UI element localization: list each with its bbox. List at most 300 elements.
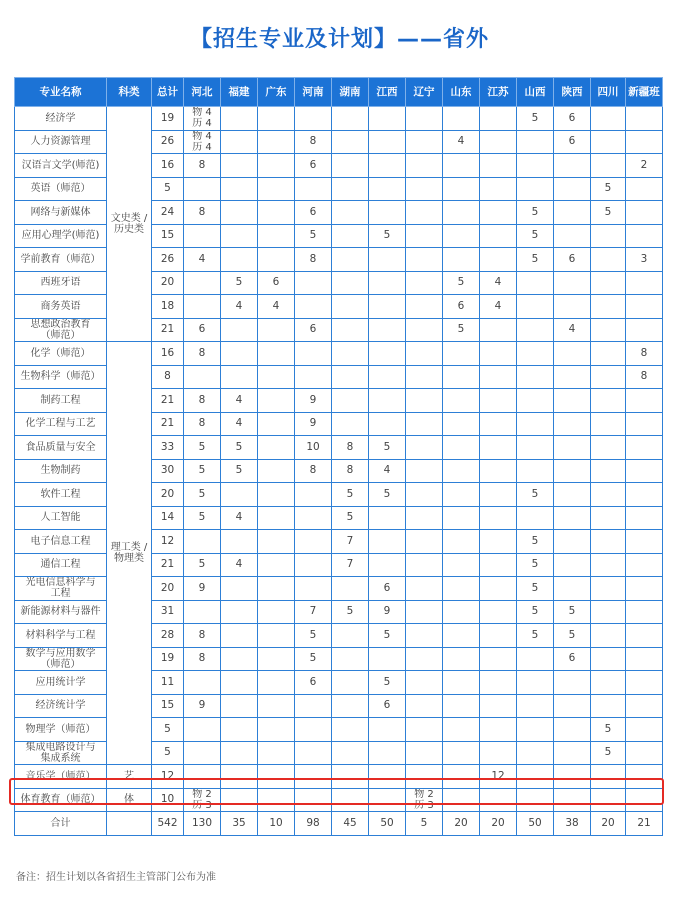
quota-cell: 5 — [369, 483, 406, 507]
quota-cell — [406, 718, 443, 742]
total-cell: 12 — [152, 530, 184, 554]
quota-cell — [443, 530, 480, 554]
quota-cell — [332, 295, 369, 319]
quota-cell — [554, 412, 591, 436]
quota-cell: 2 — [626, 154, 663, 178]
quota-cell — [517, 365, 554, 389]
quota-cell — [258, 718, 295, 742]
footnote: 备注：招生计划以各省招生主管部门公布为准 — [16, 872, 216, 883]
quota-cell — [369, 365, 406, 389]
major-name-cell: 体育教育（师范） — [15, 788, 107, 812]
quota-cell — [332, 365, 369, 389]
quota-cell — [406, 365, 443, 389]
quota-cell: 50 — [517, 812, 554, 836]
quota-cell — [443, 694, 480, 718]
quota-cell — [295, 295, 332, 319]
quota-cell — [221, 600, 258, 624]
quota-cell — [626, 318, 663, 342]
quota-cell — [626, 271, 663, 295]
quota-cell — [406, 177, 443, 201]
quota-cell — [406, 483, 443, 507]
quota-cell — [626, 389, 663, 413]
total-cell: 26 — [152, 130, 184, 154]
quota-cell — [369, 177, 406, 201]
total-cell: 20 — [152, 271, 184, 295]
quota-cell — [184, 224, 221, 248]
quota-cell: 8 — [184, 342, 221, 366]
total-cell: 542 — [152, 812, 184, 836]
quota-cell — [591, 295, 626, 319]
quota-cell — [626, 506, 663, 530]
quota-cell — [591, 530, 626, 554]
category-cell-ligong: 理工类 / 物理类 — [107, 342, 152, 765]
quota-cell: 6 — [184, 318, 221, 342]
total-cell: 5 — [152, 741, 184, 765]
quota-cell — [295, 506, 332, 530]
total-cell: 28 — [152, 624, 184, 648]
quota-cell — [626, 130, 663, 154]
quota-cell: 5 — [517, 483, 554, 507]
quota-cell — [369, 530, 406, 554]
quota-cell — [369, 201, 406, 225]
major-name-cell: 化学工程与工艺 — [15, 412, 107, 436]
quota-cell — [443, 671, 480, 695]
quota-cell — [295, 342, 332, 366]
quota-cell: 物 4 历 4 — [184, 130, 221, 154]
major-name-cell: 学前教育（师范） — [15, 248, 107, 272]
quota-cell — [480, 389, 517, 413]
quota-cell — [480, 318, 517, 342]
quota-cell — [258, 154, 295, 178]
quota-cell: 6 — [295, 154, 332, 178]
quota-cell: 5 — [184, 483, 221, 507]
header-cell: 科类 — [107, 78, 152, 107]
major-name-cell: 新能源材料与器件 — [15, 600, 107, 624]
quota-cell — [332, 201, 369, 225]
quota-cell: 8 — [626, 365, 663, 389]
quota-cell: 12 — [480, 765, 517, 789]
quota-cell — [221, 577, 258, 601]
total-cell: 8 — [152, 365, 184, 389]
quota-cell — [626, 553, 663, 577]
major-name-cell: 电子信息工程 — [15, 530, 107, 554]
quota-cell — [517, 671, 554, 695]
quota-cell — [480, 671, 517, 695]
quota-cell — [369, 718, 406, 742]
quota-cell — [443, 483, 480, 507]
quota-cell — [517, 271, 554, 295]
quota-cell: 5 — [221, 459, 258, 483]
quota-cell — [258, 224, 295, 248]
quota-cell: 5 — [184, 459, 221, 483]
header-cell: 新疆班 — [626, 78, 663, 107]
quota-cell — [184, 530, 221, 554]
header-cell: 江苏 — [480, 78, 517, 107]
quota-cell — [591, 389, 626, 413]
total-cell: 21 — [152, 318, 184, 342]
quota-cell — [332, 647, 369, 671]
quota-cell — [517, 694, 554, 718]
quota-cell — [369, 130, 406, 154]
quota-cell — [443, 389, 480, 413]
major-name-cell: 汉语言文学(师范) — [15, 154, 107, 178]
category-cell: 体 — [107, 788, 152, 812]
header-cell: 河南 — [295, 78, 332, 107]
quota-cell — [369, 295, 406, 319]
quota-cell — [369, 412, 406, 436]
quota-cell — [626, 694, 663, 718]
quota-cell: 5 — [517, 224, 554, 248]
quota-cell — [369, 248, 406, 272]
quota-cell — [406, 741, 443, 765]
quota-cell — [554, 365, 591, 389]
quota-cell — [295, 177, 332, 201]
quota-cell — [480, 624, 517, 648]
quota-cell — [221, 154, 258, 178]
quota-cell — [554, 436, 591, 460]
major-name-cell: 应用统计学 — [15, 671, 107, 695]
quota-cell: 5 — [517, 201, 554, 225]
category-cell — [107, 812, 152, 836]
quota-cell — [626, 600, 663, 624]
quota-cell: 6 — [295, 318, 332, 342]
quota-cell — [332, 577, 369, 601]
quota-cell — [626, 436, 663, 460]
quota-cell — [221, 483, 258, 507]
quota-cell: 5 — [591, 201, 626, 225]
quota-cell — [517, 295, 554, 319]
quota-cell — [554, 271, 591, 295]
quota-cell — [626, 530, 663, 554]
quota-cell — [626, 647, 663, 671]
quota-cell — [554, 154, 591, 178]
quota-cell: 9 — [369, 600, 406, 624]
quota-cell — [480, 177, 517, 201]
quota-cell: 9 — [295, 389, 332, 413]
total-row — [15, 812, 663, 836]
major-name-cell: 英语（师范） — [15, 177, 107, 201]
quota-cell — [221, 130, 258, 154]
quota-cell — [480, 154, 517, 178]
quota-cell — [626, 624, 663, 648]
quota-cell — [369, 506, 406, 530]
quota-cell — [369, 318, 406, 342]
total-cell: 10 — [152, 788, 184, 812]
major-name-cell: 经济统计学 — [15, 694, 107, 718]
quota-cell — [591, 483, 626, 507]
quota-cell: 4 — [221, 389, 258, 413]
total-cell: 21 — [152, 412, 184, 436]
quota-cell: 130 — [184, 812, 221, 836]
quota-cell — [221, 177, 258, 201]
header-cell: 总计 — [152, 78, 184, 107]
quota-cell — [480, 130, 517, 154]
total-cell: 19 — [152, 647, 184, 671]
total-cell: 12 — [152, 765, 184, 789]
quota-cell — [591, 342, 626, 366]
major-name-cell: 思想政治教育 （师范） — [15, 318, 107, 342]
quota-cell — [480, 600, 517, 624]
quota-cell — [443, 412, 480, 436]
quota-cell: 8 — [184, 624, 221, 648]
quota-cell — [554, 741, 591, 765]
quota-cell — [591, 647, 626, 671]
quota-cell: 8 — [295, 248, 332, 272]
quota-cell — [406, 224, 443, 248]
quota-cell — [295, 271, 332, 295]
quota-cell — [221, 694, 258, 718]
quota-cell: 3 — [626, 248, 663, 272]
quota-cell — [591, 506, 626, 530]
quota-cell: 5 — [517, 553, 554, 577]
quota-cell — [554, 577, 591, 601]
quota-cell — [258, 436, 295, 460]
quota-cell — [406, 389, 443, 413]
quota-cell — [406, 624, 443, 648]
quota-cell — [406, 342, 443, 366]
quota-cell — [258, 107, 295, 131]
quota-cell — [480, 530, 517, 554]
quota-cell: 8 — [332, 436, 369, 460]
quota-cell: 5 — [332, 600, 369, 624]
quota-cell: 5 — [184, 506, 221, 530]
quota-cell — [554, 389, 591, 413]
quota-cell: 6 — [369, 577, 406, 601]
quota-cell: 8 — [184, 389, 221, 413]
quota-cell — [554, 506, 591, 530]
quota-cell — [369, 553, 406, 577]
header-cell: 陕西 — [554, 78, 591, 107]
quota-cell — [591, 671, 626, 695]
major-name-cell: 材料科学与工程 — [15, 624, 107, 648]
quota-cell — [443, 577, 480, 601]
major-name-cell: 物理学（师范） — [15, 718, 107, 742]
quota-cell — [591, 271, 626, 295]
quota-cell — [554, 459, 591, 483]
quota-cell — [406, 647, 443, 671]
quota-cell — [443, 624, 480, 648]
total-cell: 16 — [152, 154, 184, 178]
quota-cell: 5 — [554, 600, 591, 624]
quota-cell — [480, 436, 517, 460]
quota-cell — [443, 506, 480, 530]
header-cell: 山西 — [517, 78, 554, 107]
quota-cell — [591, 107, 626, 131]
total-cell: 21 — [152, 389, 184, 413]
total-cell: 20 — [152, 483, 184, 507]
quota-cell: 35 — [221, 812, 258, 836]
quota-cell — [406, 577, 443, 601]
major-name-cell: 化学（师范） — [15, 342, 107, 366]
quota-cell — [184, 295, 221, 319]
major-name-cell: 通信工程 — [15, 553, 107, 577]
quota-cell — [258, 389, 295, 413]
table-header-row — [15, 78, 663, 107]
quota-cell — [221, 624, 258, 648]
quota-cell — [443, 342, 480, 366]
quota-cell — [221, 741, 258, 765]
quota-cell — [406, 600, 443, 624]
quota-cell — [258, 530, 295, 554]
quota-cell: 9 — [184, 694, 221, 718]
quota-cell — [406, 107, 443, 131]
quota-cell — [221, 224, 258, 248]
quota-cell — [406, 459, 443, 483]
quota-cell: 4 — [369, 459, 406, 483]
quota-cell — [258, 600, 295, 624]
quota-cell: 6 — [554, 130, 591, 154]
quota-cell — [443, 741, 480, 765]
quota-cell: 20 — [480, 812, 517, 836]
major-name-cell: 商务英语 — [15, 295, 107, 319]
quota-cell: 5 — [591, 718, 626, 742]
major-name-cell: 集成电路设计与 集成系统 — [15, 741, 107, 765]
quota-cell: 物 4 历 4 — [184, 107, 221, 131]
quota-cell — [443, 718, 480, 742]
quota-cell: 8 — [295, 459, 332, 483]
quota-cell — [332, 177, 369, 201]
quota-cell — [591, 553, 626, 577]
quota-cell: 6 — [258, 271, 295, 295]
quota-cell — [591, 694, 626, 718]
quota-cell — [221, 248, 258, 272]
quota-cell — [258, 671, 295, 695]
quota-cell — [591, 154, 626, 178]
quota-cell: 98 — [295, 812, 332, 836]
highlight-box — [9, 778, 664, 805]
quota-cell — [443, 201, 480, 225]
quota-cell: 5 — [295, 647, 332, 671]
header-cell: 广东 — [258, 78, 295, 107]
quota-cell: 8 — [295, 130, 332, 154]
header-cell: 湖南 — [332, 78, 369, 107]
quota-cell: 4 — [443, 130, 480, 154]
total-cell: 11 — [152, 671, 184, 695]
quota-cell — [258, 483, 295, 507]
header-cell: 专业名称 — [15, 78, 107, 107]
quota-cell — [626, 412, 663, 436]
quota-cell — [295, 530, 332, 554]
quota-cell — [184, 177, 221, 201]
total-cell: 18 — [152, 295, 184, 319]
quota-cell — [626, 741, 663, 765]
quota-cell: 20 — [443, 812, 480, 836]
quota-cell — [369, 389, 406, 413]
quota-cell: 物 2 历 3 — [406, 788, 443, 812]
quota-cell — [626, 224, 663, 248]
major-name-cell: 合计 — [15, 812, 107, 836]
quota-cell — [480, 342, 517, 366]
quota-cell — [332, 741, 369, 765]
quota-cell — [295, 718, 332, 742]
quota-cell — [258, 459, 295, 483]
quota-cell — [406, 412, 443, 436]
total-cell: 15 — [152, 224, 184, 248]
quota-cell: 5 — [517, 577, 554, 601]
quota-cell — [258, 506, 295, 530]
quota-cell — [332, 107, 369, 131]
quota-cell — [554, 718, 591, 742]
quota-cell: 6 — [443, 295, 480, 319]
quota-cell — [554, 483, 591, 507]
quota-cell: 4 — [258, 295, 295, 319]
total-cell: 33 — [152, 436, 184, 460]
major-name-cell: 人力资源管理 — [15, 130, 107, 154]
quota-cell — [443, 600, 480, 624]
quota-cell — [554, 201, 591, 225]
quota-cell — [221, 318, 258, 342]
quota-cell: 5 — [443, 318, 480, 342]
quota-cell — [369, 271, 406, 295]
quota-cell: 5 — [517, 248, 554, 272]
quota-cell: 5 — [406, 812, 443, 836]
quota-cell — [406, 248, 443, 272]
quota-cell: 5 — [554, 624, 591, 648]
quota-cell — [221, 107, 258, 131]
major-name-cell: 人工智能 — [15, 506, 107, 530]
quota-cell — [480, 694, 517, 718]
quota-cell — [332, 248, 369, 272]
total-cell: 30 — [152, 459, 184, 483]
quota-cell — [184, 718, 221, 742]
quota-cell — [517, 718, 554, 742]
quota-cell: 9 — [184, 577, 221, 601]
quota-cell: 8 — [184, 154, 221, 178]
quota-cell: 5 — [332, 506, 369, 530]
quota-cell — [258, 647, 295, 671]
quota-cell — [443, 248, 480, 272]
major-name-cell: 网络与新媒体 — [15, 201, 107, 225]
major-name-cell: 食品质量与安全 — [15, 436, 107, 460]
quota-cell — [406, 271, 443, 295]
quota-cell — [258, 624, 295, 648]
quota-cell — [221, 201, 258, 225]
quota-cell — [554, 224, 591, 248]
quota-cell — [406, 671, 443, 695]
quota-cell — [626, 201, 663, 225]
quota-cell — [554, 295, 591, 319]
page-title: 【招生专业及计划】——省外 — [189, 27, 489, 52]
quota-cell: 8 — [332, 459, 369, 483]
quota-cell — [480, 553, 517, 577]
quota-cell: 6 — [554, 248, 591, 272]
quota-cell — [554, 671, 591, 695]
quota-cell — [480, 248, 517, 272]
quota-cell — [332, 412, 369, 436]
total-cell: 19 — [152, 107, 184, 131]
quota-cell: 5 — [221, 271, 258, 295]
quota-cell — [591, 224, 626, 248]
total-cell: 31 — [152, 600, 184, 624]
quota-cell — [517, 342, 554, 366]
quota-cell — [480, 647, 517, 671]
quota-cell — [517, 389, 554, 413]
quota-cell — [591, 412, 626, 436]
quota-cell — [332, 318, 369, 342]
quota-cell — [517, 647, 554, 671]
major-name-cell: 光电信息科学与 工程 — [15, 577, 107, 601]
quota-cell — [554, 553, 591, 577]
quota-cell: 4 — [221, 412, 258, 436]
major-name-cell: 数学与应用数学 （师范） — [15, 647, 107, 671]
quota-cell — [221, 365, 258, 389]
quota-cell — [295, 694, 332, 718]
quota-cell: 5 — [517, 624, 554, 648]
quota-cell: 5 — [369, 224, 406, 248]
category-cell: 艺 — [107, 765, 152, 789]
quota-cell: 5 — [184, 553, 221, 577]
quota-cell — [332, 671, 369, 695]
